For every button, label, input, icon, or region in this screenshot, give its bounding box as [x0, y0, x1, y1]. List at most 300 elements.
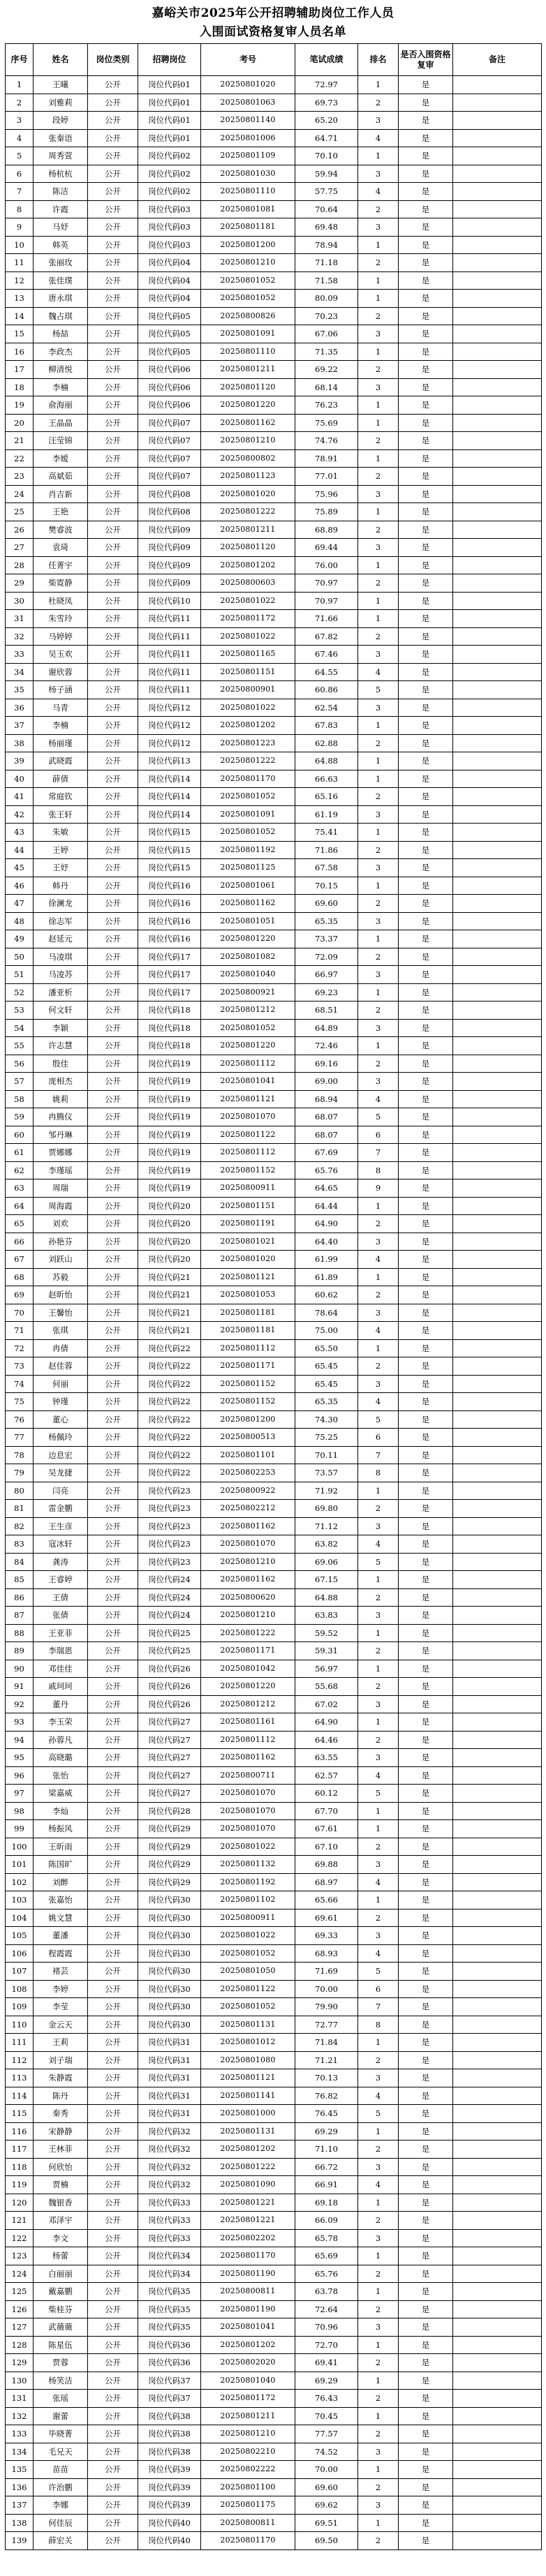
table-row — [6, 1660, 542, 1678]
cell-remarks — [453, 1642, 542, 1660]
cell-rank: 5 — [358, 681, 399, 699]
cell-score: 71.69 — [295, 1963, 358, 1981]
cell-qualified: 是 — [399, 1339, 453, 1357]
cell-position: 岗位代码10 — [138, 592, 201, 610]
cell-exam-number: 20250801220 — [201, 1037, 295, 1055]
cell-position: 岗位代码22 — [138, 1429, 201, 1447]
cell-qualified: 是 — [399, 805, 453, 824]
cell-rank: 1 — [358, 1624, 399, 1642]
cell-index: 58 — [6, 1090, 34, 1108]
cell-remarks — [453, 2105, 542, 2123]
cell-name: 金云天 — [34, 2016, 88, 2034]
cell-remarks — [453, 94, 542, 112]
cell-index: 121 — [6, 2212, 34, 2230]
cell-rank: 1 — [358, 2372, 399, 2390]
cell-name: 寇冰轩 — [34, 1535, 88, 1554]
cell-rank: 1 — [358, 824, 399, 842]
cell-score: 75.89 — [295, 503, 358, 521]
cell-index: 22 — [6, 449, 34, 468]
cell-index: 30 — [6, 592, 34, 610]
cell-position: 岗位代码24 — [138, 1588, 201, 1607]
cell-qualified: 是 — [399, 165, 453, 183]
cell-category: 公开 — [88, 2087, 138, 2105]
cell-name: 陈国旷 — [34, 1856, 88, 1874]
cell-remarks — [453, 734, 542, 752]
cell-exam-number: 20250802222 — [201, 2461, 295, 2479]
cell-index: 43 — [6, 824, 34, 842]
table-row — [6, 1197, 542, 1215]
cell-exam-number: 20250801190 — [201, 2265, 295, 2283]
cell-rank: 3 — [358, 1749, 399, 1767]
table-row — [6, 2407, 542, 2425]
cell-category: 公开 — [88, 1055, 138, 1073]
cell-remarks — [453, 770, 542, 788]
cell-score: 67.82 — [295, 627, 358, 646]
cell-exam-number: 20250800711 — [201, 1766, 295, 1785]
table-row — [6, 1393, 542, 1411]
table-row — [6, 1251, 542, 1269]
cell-category: 公开 — [88, 895, 138, 913]
cell-remarks — [453, 1179, 542, 1198]
cell-qualified: 是 — [399, 2336, 453, 2354]
cell-rank: 1 — [358, 2336, 399, 2354]
cell-category: 公开 — [88, 1429, 138, 1447]
cell-qualified: 是 — [399, 1233, 453, 1251]
cell-qualified: 是 — [399, 2354, 453, 2372]
cell-position: 岗位代码22 — [138, 1375, 201, 1393]
cell-exam-number: 20250801211 — [201, 361, 295, 379]
cell-position: 岗位代码39 — [138, 2496, 201, 2515]
cell-index: 138 — [6, 2514, 34, 2532]
cell-score: 60.12 — [295, 1785, 358, 1803]
cell-index: 39 — [6, 752, 34, 770]
cell-rank: 4 — [358, 1251, 399, 1269]
cell-rank: 3 — [358, 378, 399, 396]
cell-score: 59.94 — [295, 165, 358, 183]
cell-rank: 2 — [358, 200, 399, 218]
cell-rank: 7 — [358, 1144, 399, 1162]
cell-rank: 1 — [358, 1037, 399, 1055]
cell-remarks — [453, 1944, 542, 1963]
cell-index: 56 — [6, 1055, 34, 1073]
cell-position: 岗位代码20 — [138, 1251, 201, 1269]
table-row — [6, 2443, 542, 2461]
cell-exam-number: 20250801172 — [201, 2390, 295, 2408]
cell-category: 公开 — [88, 1517, 138, 1535]
cell-position: 岗位代码05 — [138, 343, 201, 361]
cell-position: 岗位代码30 — [138, 1909, 201, 1927]
cell-index: 128 — [6, 2336, 34, 2354]
cell-name: 王妤 — [34, 859, 88, 877]
table-row — [6, 895, 542, 913]
cell-position: 岗位代码16 — [138, 930, 201, 948]
cell-exam-number: 20250801090 — [201, 2176, 295, 2194]
cell-index: 137 — [6, 2496, 34, 2515]
cell-remarks — [453, 2336, 542, 2354]
cell-index: 34 — [6, 663, 34, 681]
cell-position: 岗位代码24 — [138, 1571, 201, 1589]
cell-score: 64.71 — [295, 129, 358, 147]
cell-position: 岗位代码01 — [138, 112, 201, 130]
table-row — [6, 2105, 542, 2123]
cell-exam-number: 20250801052 — [201, 824, 295, 842]
cell-name: 杜晓凤 — [34, 592, 88, 610]
cell-position: 岗位代码30 — [138, 1963, 201, 1981]
cell-index: 126 — [6, 2300, 34, 2318]
cell-qualified: 是 — [399, 2478, 453, 2496]
cell-category: 公开 — [88, 1553, 138, 1571]
cell-exam-number: 20250801125 — [201, 859, 295, 877]
table-row — [6, 1055, 542, 1073]
cell-exam-number: 20250801210 — [201, 1607, 295, 1625]
cell-name: 朱静霞 — [34, 2069, 88, 2087]
cell-rank: 2 — [358, 468, 399, 486]
cell-qualified: 是 — [399, 1980, 453, 1998]
cell-rank: 4 — [358, 2176, 399, 2194]
cell-score: 61.89 — [295, 1268, 358, 1286]
table-row — [6, 1429, 542, 1447]
cell-name: 褚芸 — [34, 1963, 88, 1981]
cell-exam-number: 20250801022 — [201, 592, 295, 610]
cell-index: 40 — [6, 770, 34, 788]
cell-name: 何佳辰 — [34, 2514, 88, 2532]
cell-position: 岗位代码01 — [138, 76, 201, 94]
cell-exam-number: 20250801102 — [201, 1891, 295, 1909]
cell-position: 岗位代码22 — [138, 1464, 201, 1482]
cell-category: 公开 — [88, 1856, 138, 1874]
cell-index: 85 — [6, 1571, 34, 1589]
cell-remarks — [453, 307, 542, 325]
cell-remarks — [453, 574, 542, 593]
cell-score: 67.69 — [295, 1144, 358, 1162]
cell-index: 44 — [6, 841, 34, 859]
cell-position: 岗位代码21 — [138, 1286, 201, 1304]
cell-qualified: 是 — [399, 2212, 453, 2230]
cell-category: 公开 — [88, 1944, 138, 1963]
cell-category: 公开 — [88, 1019, 138, 1037]
cell-name: 秦秀 — [34, 2105, 88, 2123]
table-row — [6, 539, 542, 557]
cell-qualified: 是 — [399, 1090, 453, 1108]
cell-qualified: 是 — [399, 2532, 453, 2550]
cell-index: 102 — [6, 1873, 34, 1891]
cell-category: 公开 — [88, 2514, 138, 2532]
table-row — [6, 432, 542, 450]
cell-index: 106 — [6, 1944, 34, 1963]
cell-name: 王林菲 — [34, 2141, 88, 2159]
cell-remarks — [453, 824, 542, 842]
cell-name: 周瑞 — [34, 1179, 88, 1198]
cell-remarks — [453, 1339, 542, 1357]
cell-qualified: 是 — [399, 966, 453, 984]
cell-position: 岗位代码22 — [138, 1446, 201, 1464]
cell-remarks — [453, 2122, 542, 2141]
cell-qualified: 是 — [399, 610, 453, 628]
cell-index: 116 — [6, 2122, 34, 2141]
cell-position: 岗位代码14 — [138, 770, 201, 788]
table-row — [6, 1268, 542, 1286]
cell-index: 21 — [6, 432, 34, 450]
table-row — [6, 734, 542, 752]
cell-remarks — [453, 1233, 542, 1251]
cell-index: 41 — [6, 788, 34, 806]
table-row — [6, 2141, 542, 2159]
table-row — [6, 165, 542, 183]
table-row — [6, 2016, 542, 2034]
cell-exam-number: 20250801212 — [201, 1002, 295, 1020]
cell-index: 45 — [6, 859, 34, 877]
cell-exam-number: 20250801121 — [201, 1090, 295, 1108]
cell-qualified: 是 — [399, 2034, 453, 2052]
cell-score: 70.64 — [295, 200, 358, 218]
cell-position: 岗位代码21 — [138, 1322, 201, 1340]
cell-remarks — [453, 627, 542, 646]
cell-exam-number: 20250801022 — [201, 699, 295, 717]
cell-exam-number: 20250801170 — [201, 770, 295, 788]
cell-position: 岗位代码38 — [138, 2443, 201, 2461]
cell-qualified: 是 — [399, 2390, 453, 2408]
cell-remarks — [453, 1891, 542, 1909]
cell-remarks — [453, 752, 542, 770]
cell-rank: 2 — [358, 1286, 399, 1304]
cell-exam-number: 20250801222 — [201, 752, 295, 770]
cell-position: 岗位代码03 — [138, 218, 201, 237]
table-row — [6, 1517, 542, 1535]
cell-category: 公开 — [88, 1002, 138, 1020]
cell-remarks — [453, 663, 542, 681]
cell-remarks — [453, 2461, 542, 2479]
cell-qualified: 是 — [399, 94, 453, 112]
cell-index: 74 — [6, 1375, 34, 1393]
cell-index: 136 — [6, 2478, 34, 2496]
cell-name: 王莉 — [34, 2034, 88, 2052]
cell-score: 73.57 — [295, 1464, 358, 1482]
cell-qualified: 是 — [399, 1357, 453, 1376]
cell-name: 张嘉怡 — [34, 1891, 88, 1909]
cell-category: 公开 — [88, 1891, 138, 1909]
cell-score: 65.69 — [295, 2247, 358, 2265]
cell-name: 殷佳 — [34, 1055, 88, 1073]
cell-name: 肖吉新 — [34, 485, 88, 503]
cell-qualified: 是 — [399, 1571, 453, 1589]
cell-position: 岗位代码11 — [138, 646, 201, 664]
cell-index: 25 — [6, 503, 34, 521]
cell-rank: 2 — [358, 1588, 399, 1607]
cell-rank: 1 — [358, 343, 399, 361]
table-row — [6, 343, 542, 361]
cell-remarks — [453, 254, 542, 272]
cell-qualified: 是 — [399, 2425, 453, 2443]
cell-category: 公开 — [88, 1802, 138, 1820]
cell-rank: 4 — [358, 1944, 399, 1963]
table-row — [6, 1607, 542, 1625]
cell-qualified: 是 — [399, 1464, 453, 1482]
cell-index: 17 — [6, 361, 34, 379]
cell-rank: 4 — [358, 183, 399, 201]
table-row — [6, 414, 542, 432]
cell-index: 101 — [6, 1856, 34, 1874]
cell-rank: 3 — [358, 1927, 399, 1945]
cell-index: 127 — [6, 2318, 34, 2337]
cell-position: 岗位代码28 — [138, 1802, 201, 1820]
cell-qualified: 是 — [399, 1286, 453, 1304]
cell-name: 毕晓菁 — [34, 2425, 88, 2443]
cell-score: 76.82 — [295, 2087, 358, 2105]
cell-score: 64.55 — [295, 663, 358, 681]
table-row — [6, 361, 542, 379]
cell-index: 57 — [6, 1073, 34, 1091]
cell-name: 许治鹏 — [34, 2478, 88, 2496]
cell-category: 公开 — [88, 930, 138, 948]
header-index: 序号 — [6, 44, 34, 76]
cell-rank: 1 — [358, 1660, 399, 1678]
cell-rank: 1 — [358, 930, 399, 948]
cell-qualified: 是 — [399, 1749, 453, 1767]
cell-rank: 3 — [358, 539, 399, 557]
cell-remarks — [453, 948, 542, 966]
cell-index: 52 — [6, 983, 34, 1002]
cell-position: 岗位代码27 — [138, 1749, 201, 1767]
cell-name: 武晓霞 — [34, 752, 88, 770]
cell-remarks — [453, 1980, 542, 1998]
cell-name: 刘子瑞 — [34, 2051, 88, 2069]
cell-remarks — [453, 1660, 542, 1678]
cell-position: 岗位代码11 — [138, 681, 201, 699]
table-row — [6, 218, 542, 237]
table-row — [6, 1998, 542, 2016]
cell-rank: 1 — [358, 2247, 399, 2265]
cell-name: 李楠 — [34, 378, 88, 396]
cell-category: 公开 — [88, 556, 138, 574]
cell-score: 63.83 — [295, 1607, 358, 1625]
cell-position: 岗位代码27 — [138, 1713, 201, 1732]
cell-category: 公开 — [88, 1339, 138, 1357]
cell-position: 岗位代码33 — [138, 2194, 201, 2212]
cell-rank: 3 — [358, 966, 399, 984]
cell-rank: 1 — [358, 2407, 399, 2425]
cell-index: 134 — [6, 2443, 34, 2461]
cell-score: 76.23 — [295, 396, 358, 415]
cell-qualified: 是 — [399, 343, 453, 361]
table-row — [6, 1500, 542, 1518]
header-name: 姓名 — [34, 44, 88, 76]
cell-index: 20 — [6, 414, 34, 432]
cell-remarks — [453, 378, 542, 396]
cell-qualified: 是 — [399, 1642, 453, 1660]
cell-position: 岗位代码25 — [138, 1642, 201, 1660]
cell-score: 70.45 — [295, 2407, 358, 2425]
cell-exam-number: 20250802020 — [201, 2354, 295, 2372]
cell-score: 56.97 — [295, 1660, 358, 1678]
cell-remarks — [453, 859, 542, 877]
cell-score: 62.54 — [295, 699, 358, 717]
cell-exam-number: 20250800603 — [201, 574, 295, 593]
cell-qualified: 是 — [399, 1856, 453, 1874]
cell-remarks — [453, 610, 542, 628]
cell-name: 魏占琪 — [34, 307, 88, 325]
cell-qualified: 是 — [399, 699, 453, 717]
cell-qualified: 是 — [399, 2122, 453, 2141]
cell-exam-number: 20250801020 — [201, 485, 295, 503]
cell-rank: 2 — [358, 841, 399, 859]
cell-score: 66.63 — [295, 770, 358, 788]
cell-position: 岗位代码27 — [138, 1785, 201, 1803]
cell-qualified: 是 — [399, 1802, 453, 1820]
cell-score: 70.10 — [295, 147, 358, 165]
cell-rank: 1 — [358, 2194, 399, 2212]
cell-category: 公开 — [88, 1215, 138, 1233]
cell-position: 岗位代码09 — [138, 574, 201, 593]
cell-index: 16 — [6, 343, 34, 361]
cell-name: 柳清悦 — [34, 361, 88, 379]
cell-index: 130 — [6, 2372, 34, 2390]
cell-qualified: 是 — [399, 1055, 453, 1073]
cell-rank: 4 — [358, 1766, 399, 1785]
cell-exam-number: 20250800811 — [201, 2514, 295, 2532]
table-row — [6, 1410, 542, 1429]
table-row — [6, 1304, 542, 1322]
cell-score: 74.52 — [295, 2443, 358, 2461]
cell-score: 67.02 — [295, 1695, 358, 1713]
cell-score: 69.18 — [295, 2194, 358, 2212]
cell-exam-number: 20250801202 — [201, 2141, 295, 2159]
cell-score: 64.89 — [295, 1019, 358, 1037]
cell-exam-number: 20250801022 — [201, 627, 295, 646]
cell-score: 70.13 — [295, 2069, 358, 2087]
table-row — [6, 1482, 542, 1500]
cell-index: 124 — [6, 2265, 34, 2283]
cell-index: 81 — [6, 1500, 34, 1518]
cell-qualified: 是 — [399, 895, 453, 913]
cell-position: 岗位代码26 — [138, 1678, 201, 1696]
cell-score: 71.10 — [295, 2141, 358, 2159]
cell-name: 刘醉 — [34, 1873, 88, 1891]
cell-exam-number: 20250801022 — [201, 1927, 295, 1945]
cell-exam-number: 20250801132 — [201, 1856, 295, 1874]
cell-category: 公开 — [88, 805, 138, 824]
cell-score: 64.44 — [295, 1197, 358, 1215]
cell-score: 75.25 — [295, 1429, 358, 1447]
cell-remarks — [453, 2229, 542, 2247]
cell-remarks — [453, 1268, 542, 1286]
cell-qualified: 是 — [399, 1588, 453, 1607]
cell-name: 张王轩 — [34, 805, 88, 824]
cell-category: 公开 — [88, 1179, 138, 1198]
cell-exam-number: 20250800802 — [201, 449, 295, 468]
cell-category: 公开 — [88, 290, 138, 308]
cell-rank: 2 — [358, 2390, 399, 2408]
cell-score: 77.57 — [295, 2425, 358, 2443]
cell-position: 岗位代码36 — [138, 2336, 201, 2354]
cell-category: 公开 — [88, 1749, 138, 1767]
cell-index: 47 — [6, 895, 34, 913]
cell-remarks — [453, 1731, 542, 1749]
cell-remarks — [453, 1304, 542, 1322]
cell-position: 岗位代码16 — [138, 877, 201, 895]
cell-score: 66.09 — [295, 2212, 358, 2230]
cell-rank: 4 — [358, 1873, 399, 1891]
cell-category: 公开 — [88, 1535, 138, 1554]
cell-remarks — [453, 681, 542, 699]
cell-position: 岗位代码26 — [138, 1695, 201, 1713]
table-row — [6, 2265, 542, 2283]
cell-remarks — [453, 271, 542, 290]
cell-score: 65.45 — [295, 1375, 358, 1393]
cell-score: 67.70 — [295, 1802, 358, 1820]
cell-qualified: 是 — [399, 112, 453, 130]
cell-category: 公开 — [88, 2212, 138, 2230]
cell-exam-number: 20250801061 — [201, 877, 295, 895]
